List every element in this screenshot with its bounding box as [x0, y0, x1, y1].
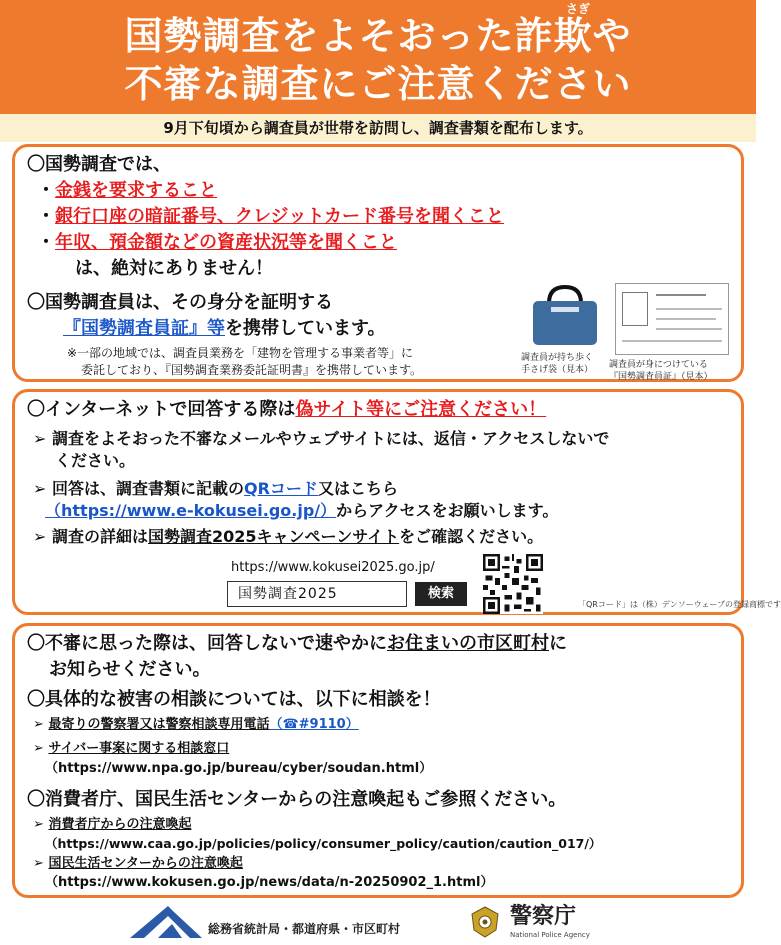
report-line-1: [27, 632, 567, 656]
search-button[interactable]: 検索: [415, 582, 467, 606]
qr-code-icon[interactable]: [483, 554, 543, 614]
warning-text: 金銭を要求すること: [55, 180, 217, 201]
arrow-icon: ➢: [33, 527, 47, 546]
kokusen-alert-link[interactable]: 国民生活センターからの注意喚起: [48, 856, 243, 871]
arrow-icon: ➢: [33, 717, 44, 732]
item3-pre: 調査の詳細は: [51, 527, 148, 546]
id-badge-name: 『国勢調査員証』等: [63, 318, 225, 339]
warning-text: 銀行口座の暗証番号、クレジットカード番号を聞くこと: [55, 206, 505, 227]
internet-item-2-cont: [45, 500, 558, 522]
bullet: ・: [37, 180, 55, 201]
card-caption-1: 調査員が身につけている: [609, 360, 708, 370]
internet-item-1-cont: ください。: [55, 451, 136, 470]
id-photo-placeholder: [622, 292, 648, 326]
line1-pre: 〇不審に思った際は、回答しないで速やかに: [27, 633, 387, 654]
arrow-icon: ➢: [33, 479, 47, 498]
subtitle-bar: 9月下旬頃から調査員が世帯を訪問し、調査書類を配布します。: [0, 114, 756, 142]
section-census-warning: [12, 144, 744, 382]
qr-code-link[interactable]: QRコード: [244, 479, 318, 498]
note-line-1: ※一部の地域では、調査員業務を「建物を管理する事業者等」に: [67, 346, 414, 360]
bullet: ・: [37, 232, 55, 253]
title-line-2: 不審な調査にご注意ください: [124, 62, 632, 106]
line1-post: に: [549, 633, 567, 654]
bag-caption-2: 手さげ袋（見本）: [521, 365, 594, 375]
warning-item-2: [37, 205, 504, 229]
alert-item-1: [33, 816, 191, 834]
caa-alert-link[interactable]: 消費者庁からの注意喚起: [48, 817, 192, 832]
item2-tail: からアクセスをお願いします。: [336, 501, 559, 520]
qr-trademark-note: 「QRコード」は（株）デンソーウェーブの登録商標です: [578, 600, 781, 609]
footer-organizations: 総務省統計局・都道府県・市区町村: [208, 922, 401, 936]
report-line-2: お知らせください。: [49, 659, 211, 680]
police-phone-link[interactable]: （☎#9110）: [269, 717, 359, 732]
warning-item-3: [37, 231, 397, 255]
police-agency-name: 警察庁: [510, 904, 577, 929]
card-caption-2: 『国勢調査員証』（見本）: [609, 372, 713, 382]
title-line-1: 国勢調査をよそおった詐欺や: [124, 14, 632, 58]
bag-caption-1: 調査員が持ち歩く: [521, 353, 594, 363]
arrow-icon: ➢: [33, 741, 44, 756]
id-card-image: [615, 283, 729, 355]
internet-item-1: [33, 428, 609, 450]
heading-pre: 〇インターネットで回答する際は: [27, 399, 296, 420]
police-consult-link[interactable]: 最寄りの警察署又は警察相談専用電話: [48, 717, 270, 732]
police-agency-english: National Police Agency: [510, 931, 590, 939]
arrow-icon: ➢: [33, 817, 44, 832]
title-ruby: さぎ: [566, 2, 591, 16]
note-line-2: 委託しており、『国勢調査業務委託証明書』を携帯しています。: [81, 363, 423, 377]
section-internet-warning: [12, 389, 781, 615]
id-line-2-rest: を携帯しています。: [225, 318, 386, 339]
statistics-bureau-logo-icon: [128, 902, 204, 940]
heading-red: 偽サイト等にご注意ください！: [295, 399, 547, 420]
item3-post: をご確認ください。: [399, 527, 544, 546]
section1-heading: 〇国勢調査では、: [27, 154, 171, 175]
section-consultation: [12, 623, 744, 898]
arrow-icon: ➢: [33, 856, 44, 871]
municipality-text: お住まいの市区町村: [387, 633, 549, 654]
police-emblem-icon: [470, 906, 500, 938]
alert-item-2: [33, 855, 243, 873]
search-url: https://www.kokusei2025.go.jp/: [231, 560, 435, 575]
campaign-site-link[interactable]: 国勢調査2025キャンペーンサイト: [148, 527, 400, 546]
tote-bag-icon: [527, 285, 603, 345]
caa-alert-url[interactable]: （https://www.caa.go.jp/policies/policy/consumer_policy/caution/caution_017/）: [45, 836, 602, 851]
search-input[interactable]: 国勢調査2025: [227, 581, 407, 607]
item2-pre: 回答は、調査書類に記載の: [51, 479, 244, 498]
title-banner: [0, 0, 756, 114]
kokusen-alert-url[interactable]: （https://www.kokusen.go.jp/news/data/n-20250902_1.html）: [45, 875, 494, 890]
alert-heading: 〇消費者庁、国民生活センターからの注意喚起もご参照ください。: [27, 789, 567, 810]
e-kokusei-link[interactable]: （https://www.e-kokusei.go.jp/）: [45, 501, 337, 520]
never-statement: は、絶対にありません！: [75, 258, 273, 279]
item2-post: 又はこちら: [317, 479, 398, 498]
section2-heading: [27, 398, 546, 422]
internet-item-3: [33, 526, 543, 548]
cyber-consult-url[interactable]: （https://www.npa.go.jp/bureau/cyber/soudan.html）: [45, 761, 433, 776]
warning-item-1: [37, 179, 217, 203]
arrow-icon: ➢: [33, 429, 47, 448]
id-line-2: [63, 317, 386, 341]
internet-item-2: [33, 478, 398, 500]
consult-heading: 〇具体的な被害の相談については、以下に相談を！: [27, 689, 441, 710]
cyber-consult-link[interactable]: サイバー事案に関する相談窓口: [48, 741, 230, 756]
id-line-1: 〇国勢調査員は、その身分を証明する: [27, 292, 333, 313]
warning-text: 年収、預金額などの資産状況等を聞くこと: [55, 232, 397, 253]
item1-line1: 調査をよそおった不審なメールやウェブサイトには、返信・アクセスしないで: [51, 429, 610, 448]
bullet: ・: [37, 206, 55, 227]
consult-item-1: [33, 716, 359, 734]
consult-item-2: [33, 740, 229, 758]
